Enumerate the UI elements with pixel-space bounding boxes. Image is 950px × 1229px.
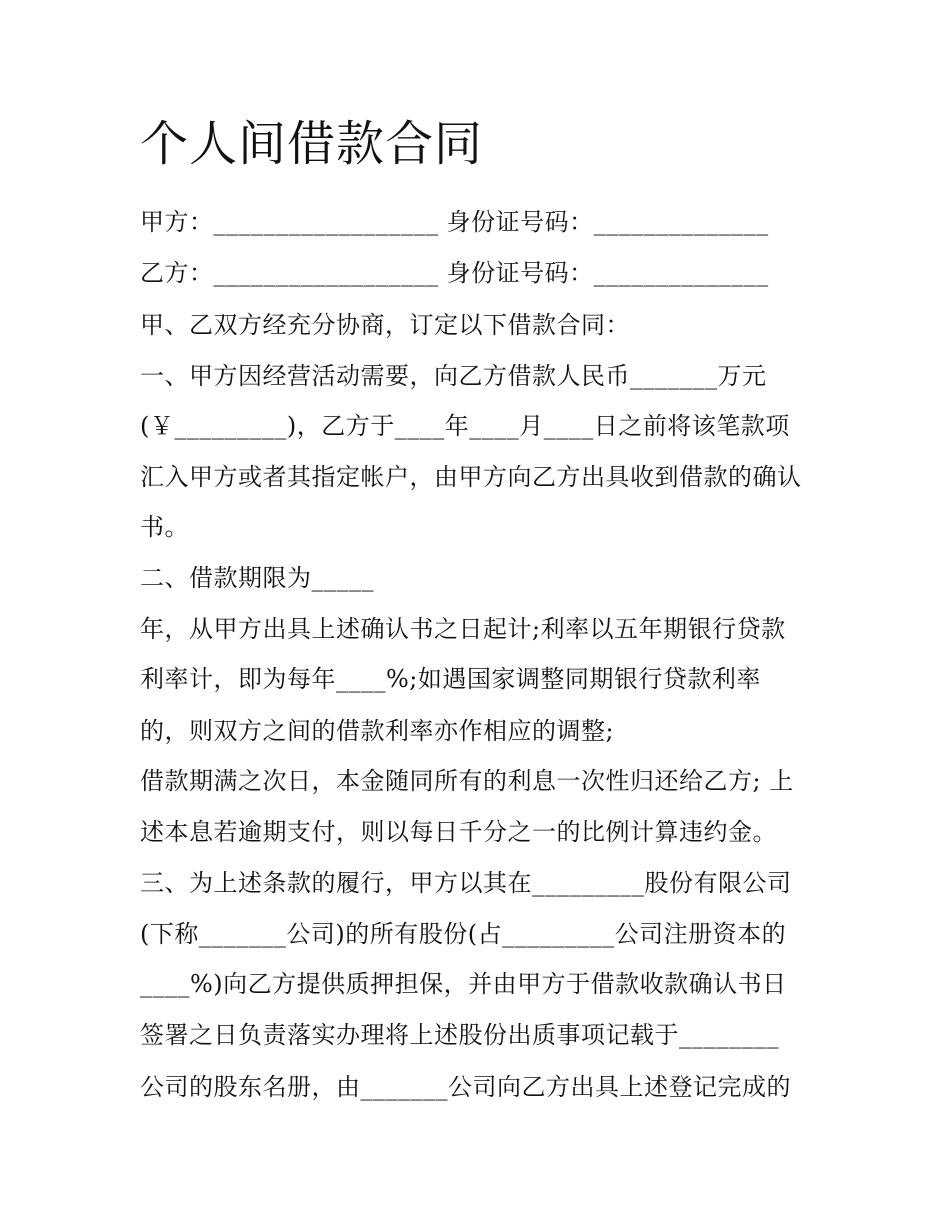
clause-2-line-6: 述本息若逾期支付，则以每日千分之一的比例计算违约金。	[140, 818, 777, 846]
party-b-line: 乙方：__________________ 身份证号码：______________	[140, 259, 769, 287]
document-title: 个人间借款合同	[140, 116, 484, 172]
clause-1-line-4: 书。	[140, 513, 189, 541]
clause-1-line-1: 一、甲方因经营活动需要，向乙方借款人民币_______万元	[140, 362, 767, 390]
clause-3-line-4: 签署之日负责落实办理将上述股份出质事项记载于________	[140, 1021, 779, 1049]
clause-2-line-3: 利率计，即为每年____%;如遇国家调整同期银行贷款利率	[140, 665, 761, 693]
clause-1-line-2: (￥_________)，乙方于____年____月____日之前将该笔款项	[140, 412, 790, 440]
agreement-intro: 甲、乙双方经充分协商，订定以下借款合同：	[140, 311, 630, 339]
clause-3-line-2: (下称_______公司)的所有股份(占_________公司注册资本的	[140, 920, 787, 948]
clause-2-line-5: 借款期满之次日，本金随同所有的利息一次性归还给乙方; 上	[140, 767, 794, 795]
clause-1-line-3: 汇入甲方或者其指定帐户，由甲方向乙方出具收到借款的确认	[140, 463, 802, 491]
clause-2-line-2: 年，从甲方出具上述确认书之日起计;利率以五年期银行贷款	[140, 615, 786, 643]
clause-2-line-4: 的，则双方之间的借款利率亦作相应的调整;	[140, 717, 615, 745]
clause-3-line-5: 公司的股东名册，由_______公司向乙方出具上述登记完成的	[140, 1073, 791, 1101]
party-a-line: 甲方：__________________ 身份证号码：______________	[140, 208, 769, 236]
clause-3-line-1: 三、为上述条款的履行，甲方以其在_________股份有限公司	[140, 869, 792, 897]
clause-3-line-3: ____%)向乙方提供质押担保，并由甲方于借款收款确认书日	[140, 970, 787, 998]
clause-2-line-1: 二、借款期限为_____	[140, 564, 374, 592]
